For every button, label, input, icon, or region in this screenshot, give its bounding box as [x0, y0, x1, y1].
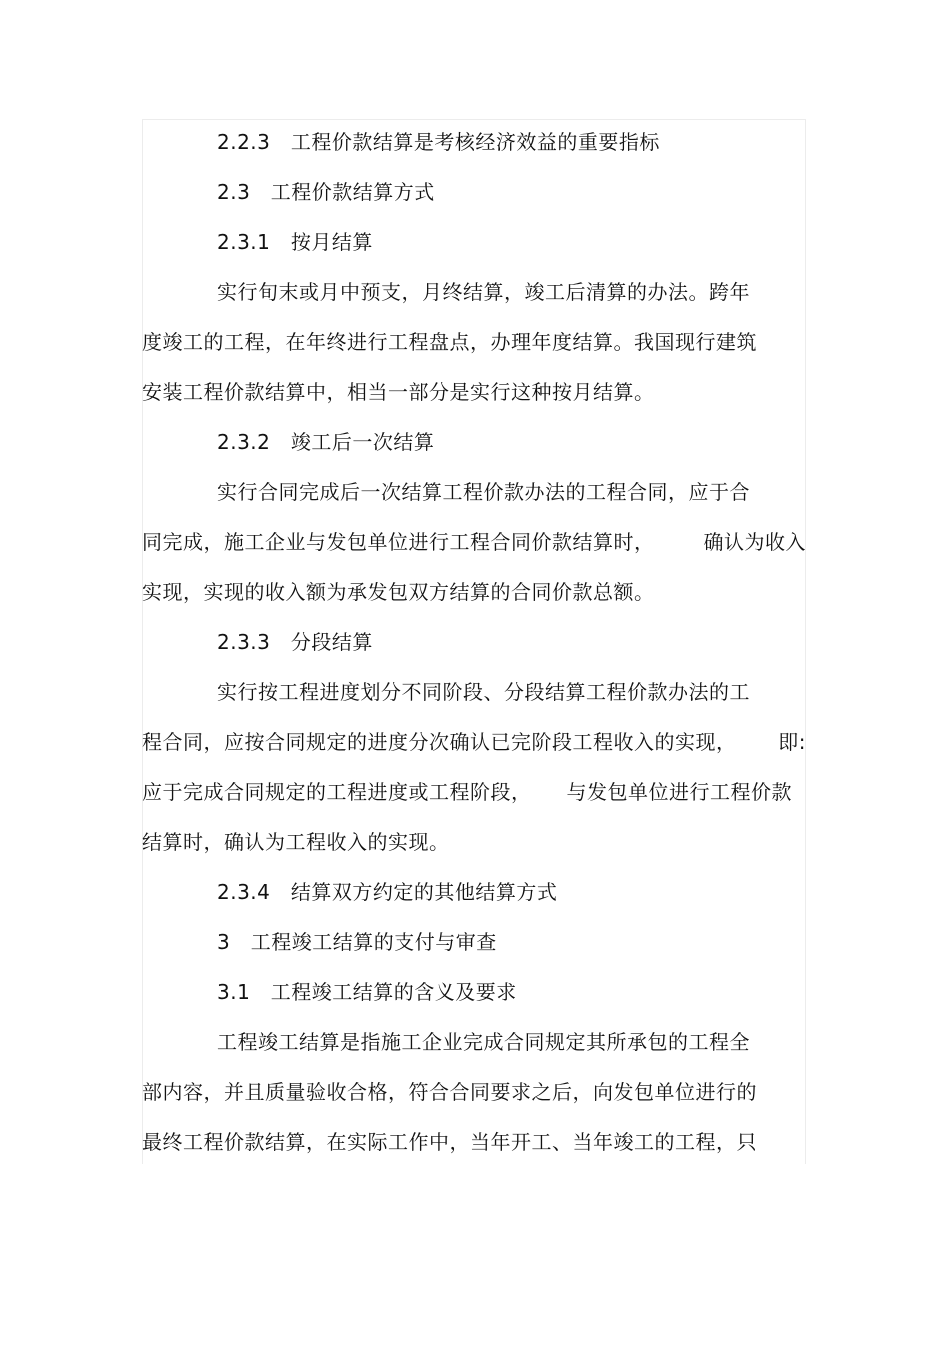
paragraph-line: 度竣工的工程，在年终进行工程盘点，办理年度结算。我国现行建筑: [142, 330, 757, 354]
paragraph-line: [142, 772, 792, 822]
heading-2-3-3: 2.3.3 分段结算: [217, 630, 373, 654]
document-body: [142, 122, 806, 1172]
paragraph-segment: 确认为收入: [703, 530, 806, 554]
paragraph-segment: 同完成，施工企业与发包单位进行工程合同价款结算时，: [142, 530, 655, 554]
paragraph-line: 工程竣工结算是指施工企业完成合同规定其所承包的工程全: [217, 1030, 750, 1054]
paragraph-line: 最终工程价款结算，在实际工作中，当年开工、当年竣工的工程，只: [142, 1130, 757, 1154]
paragraph-segment: 与发包单位进行工程价款: [566, 780, 792, 804]
heading-2-3: 2.3 工程价款结算方式: [217, 180, 435, 204]
heading-3-1: 3.1 工程竣工结算的含义及要求: [217, 980, 517, 1004]
paragraph-line: 结算时，确认为工程收入的实现。: [142, 830, 450, 854]
heading-2-2-3: 2.2.3 工程价款结算是考核经济效益的重要指标: [217, 130, 660, 154]
paragraph-line: 实行合同完成后一次结算工程价款办法的工程合同，应于合: [217, 480, 750, 504]
paragraph-line: [142, 722, 806, 772]
paragraph-line: 安装工程价款结算中，相当一部分是实行这种按月结算。: [142, 380, 655, 404]
paragraph-line: 部内容，并且质量验收合格，符合合同要求之后，向发包单位进行的: [142, 1080, 757, 1104]
heading-3: 3 工程竣工结算的支付与审查: [217, 930, 497, 954]
paragraph-segment: 程合同，应按合同规定的进度分次确认已完阶段工程收入的实现，: [142, 730, 737, 754]
paragraph-line: [142, 522, 806, 572]
heading-2-3-4: 2.3.4 结算双方约定的其他结算方式: [217, 880, 558, 904]
heading-2-3-1: 2.3.1 按月结算: [217, 230, 373, 254]
paragraph-line: 实现，实现的收入额为承发包双方结算的合同价款总额。: [142, 580, 655, 604]
heading-2-3-2: 2.3.2 竣工后一次结算: [217, 430, 435, 454]
paragraph-line: 实行按工程进度划分不同阶段、分段结算工程价款办法的工: [217, 680, 750, 704]
paragraph-line: 实行旬末或月中预支，月终结算，竣工后清算的办法。跨年: [217, 280, 750, 304]
paragraph-segment: 应于完成合同规定的工程进度或工程阶段，: [142, 780, 532, 804]
paragraph-segment: 即:: [778, 730, 806, 754]
